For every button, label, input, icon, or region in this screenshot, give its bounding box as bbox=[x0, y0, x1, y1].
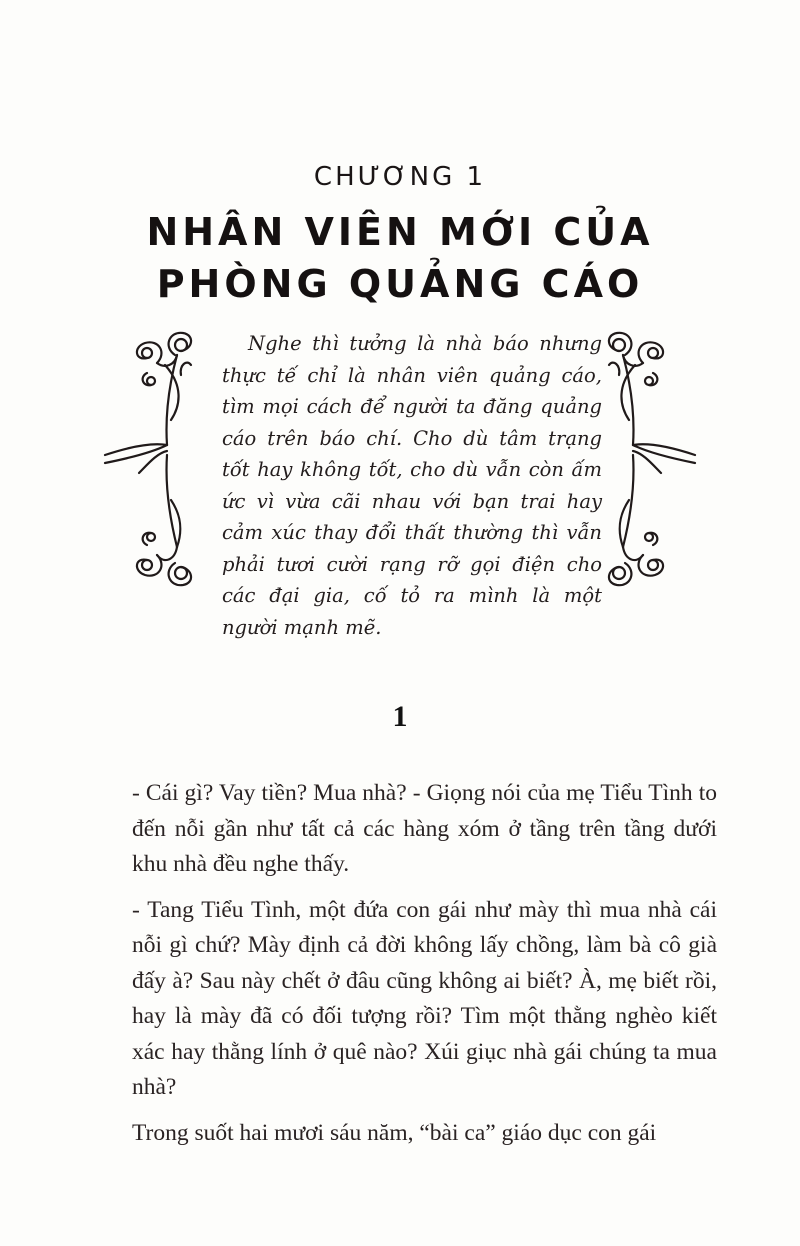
body-paragraph: - Tang Tiểu Tình, một đứa con gái như mày thì mua nhà cái nỗi gì chứ? Mày định cả đời không lấy chồng, làm bà cô già đấy à? Sau này chết ở đâu cũng không ai biết? À, mẹ biết rồi, hay là mày đã có đối tượng rồi? Tìm một thằng nghèo kiết xác hay thằng lính ở quê nào? Xúi giục nhà gái chúng ta mua nhà? bbox=[132, 896, 717, 1100]
chapter-title-line-1: NHÂN VIÊN MỚI CỦA bbox=[146, 210, 654, 254]
chapter-label: CHƯƠNG 1 bbox=[313, 162, 487, 192]
chapter-title-line-2: PHÒNG QUẢNG CÁO bbox=[156, 262, 644, 306]
chapter-title bbox=[0, 206, 800, 310]
section-number: 1 bbox=[392, 700, 408, 733]
left-swirl-ornament-icon bbox=[95, 325, 195, 590]
body-paragraph: Trong suốt hai mươi sáu năm, “bài ca” giáo dục con gái bbox=[132, 1119, 657, 1146]
body-text bbox=[132, 776, 717, 1161]
body-paragraph: - Cái gì? Vay tiền? Mua nhà? - Giọng nói của mẹ Tiểu Tình to đến nỗi gần như tất cả các hàng xóm ở tầng trên tầng dưới khu nhà đều nghe thấy. bbox=[132, 780, 717, 877]
right-swirl-ornament-icon bbox=[605, 325, 705, 590]
chapter-intro-text: Nghe thì tưởng là nhà báo nhưng thực tế chỉ là nhân viên quảng cáo, tìm mọi cách để người ta đăng quảng cáo trên báo chí. Cho dù tâm trạng tốt hay không tốt, cho dù vẫn còn ấm ức vì vừa cãi nhau với bạn trai hay cảm xúc thay đổi thất thường thì vẫn phải tươi cười rạng rỡ gọi điện cho các đại gia, cố tỏ ra mình là một người mạnh mẽ. bbox=[222, 332, 602, 639]
